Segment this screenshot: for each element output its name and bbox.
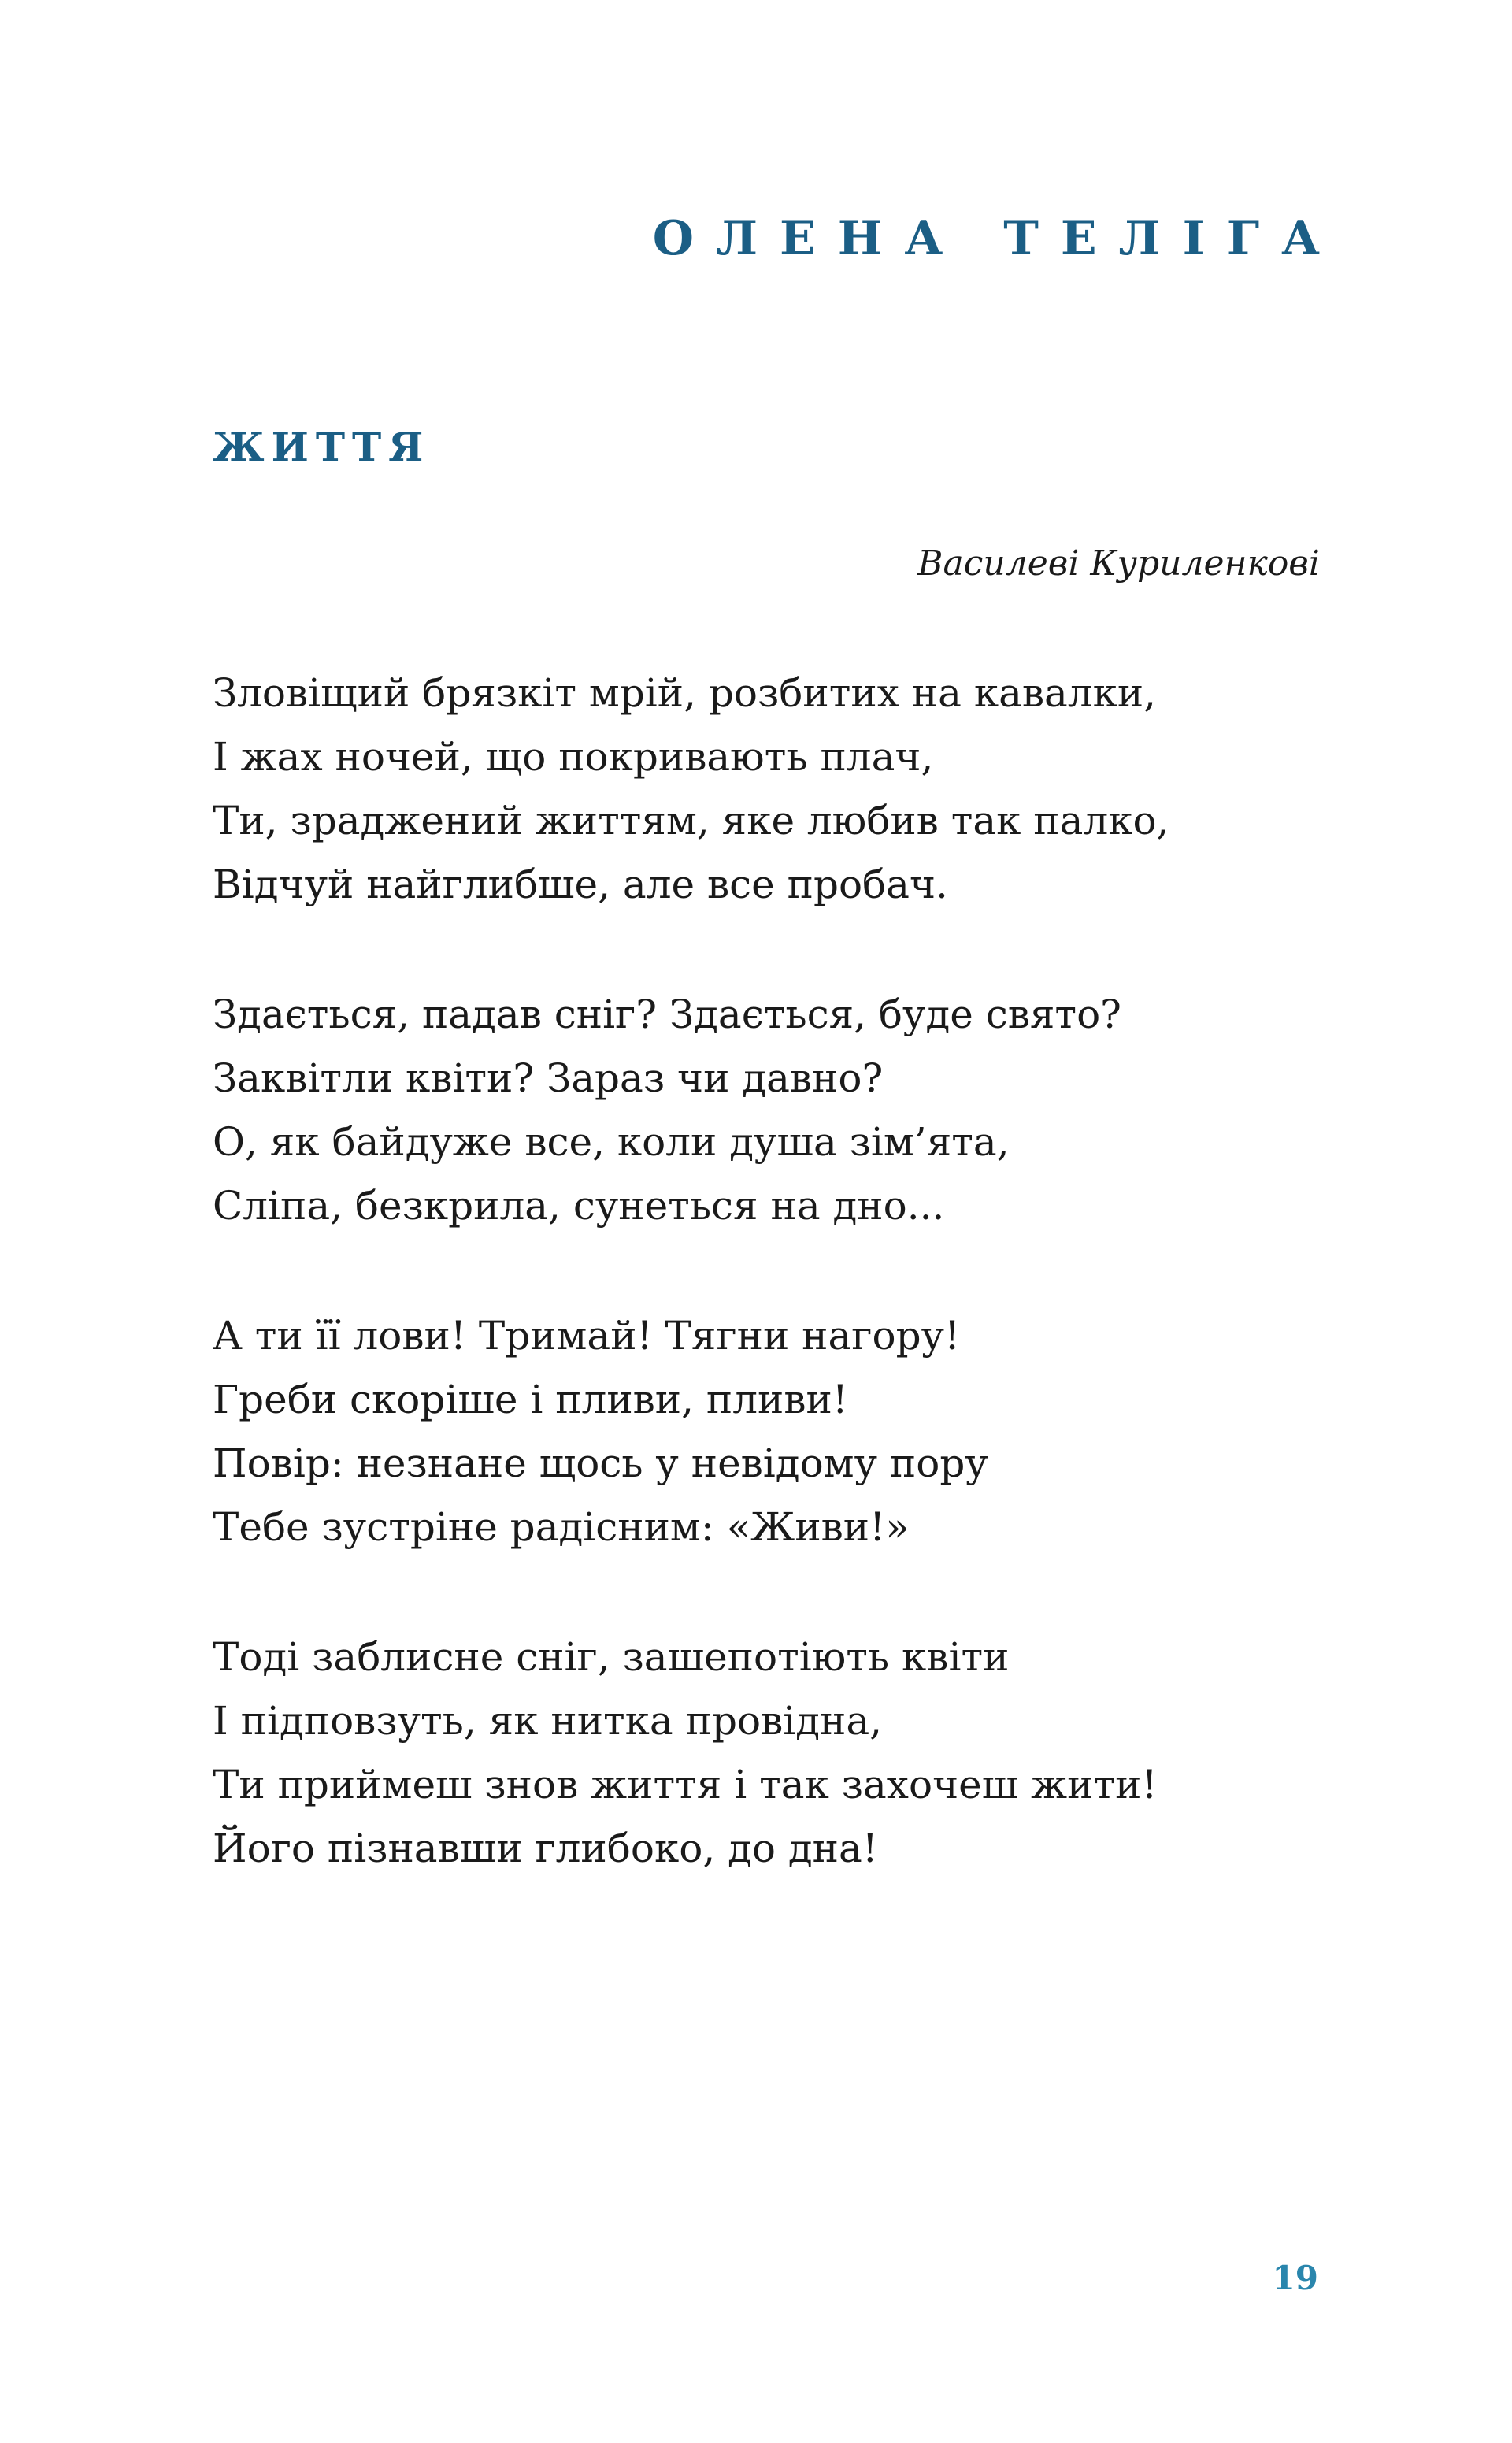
poem-line: Сліпа, безкрила, сунеться на дно... [213,1183,945,1229]
poem-line: І жах ночей, що покривають плач, [213,734,934,780]
poem-line: О, як байдуже все, коли душа зім’ята, [213,1119,1010,1165]
poem-line: Здається, падав сніг? Здається, буде свято? [213,992,1121,1037]
poem-line: Ти приймеш знов життя і так захочеш жити! [213,1762,1158,1807]
poem-line: Відчуй найглибше, але все пробач. [213,862,948,907]
poem-line: Тебе зустріне радісним: «Живи!» [213,1504,910,1550]
stanza-1 [213,662,1331,917]
poem-dedication: Василеві Куриленкові [917,543,1320,584]
poem-line: Заквітли квіти? Зараз чи давно? [213,1055,884,1101]
poem-line: Греби скоріше і пливи, пливи! [213,1377,848,1422]
poem-body [213,662,1331,1947]
poem-line: Повір: незнане щось у невідому пору [213,1440,988,1486]
poem-line: Зловіщий брязкіт мрій, розбитих на кавалки, [213,670,1157,716]
stanza-2 [213,983,1331,1238]
poem-title: ЖИТТЯ [213,424,431,470]
poem-line: Ти, зраджений життям, яке любив так палко, [213,798,1169,843]
poem-line: А ти її лови! Тримай! Тягни нагору! [213,1313,961,1359]
author-name: ОЛЕНА ТЕЛІГА [652,211,1342,266]
poem-line: І підповзуть, як нитка провідна, [213,1698,883,1744]
stanza-3 [213,1304,1331,1559]
poem-line: Тоді заблисне сніг, зашепотіють квіти [213,1634,1010,1680]
poem-line: Його пізнавши глибоко, до дна! [213,1826,878,1871]
page-number: 19 [1272,2259,1318,2297]
stanza-4 [213,1626,1331,1881]
